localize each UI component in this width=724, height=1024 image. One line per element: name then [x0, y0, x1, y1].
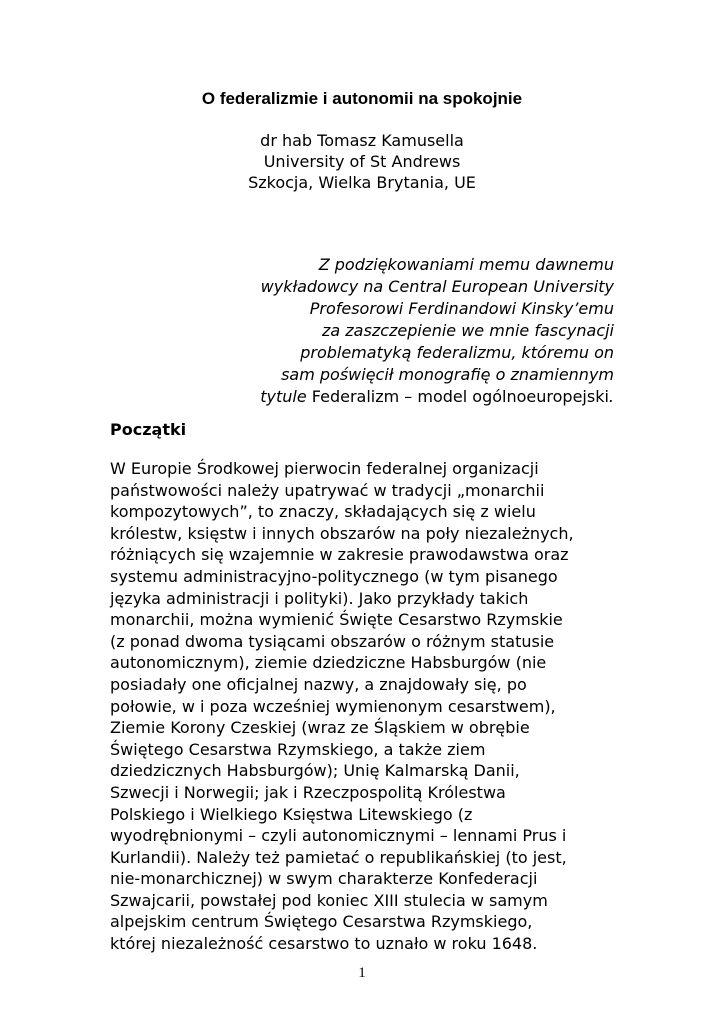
dedication-line-last	[174, 386, 614, 408]
paragraph-line: wyodrębnionymi – czyli autonomicznymi – lennami Prus i	[110, 826, 567, 846]
dedication-italic-word: tytule	[260, 387, 307, 406]
paragraph-line: nie-monarchicznej) w swym charakterze Konfederacji	[110, 869, 538, 889]
dedication-line: wykładowcy na Central European University	[260, 277, 614, 296]
dedication-book-title: Federalizm – model ogólnoeuropejski	[306, 387, 609, 406]
dedication-end: .	[608, 387, 614, 406]
author-block	[0, 130, 724, 193]
dedication-line: problematyką federalizmu, któremu on	[300, 343, 614, 362]
author-affiliation: University of St Andrews	[263, 152, 461, 171]
dedication-line: sam poświęcił monografię o znamiennym	[281, 365, 614, 384]
paragraph-line: królestw, księstw i innych obszarów na poły niezależnych,	[110, 523, 574, 543]
paragraph-line: Polskiego i Wielkiego Księstwa Litewskiego (z	[110, 804, 473, 824]
author-name: dr hab Tomasz Kamusella	[260, 131, 464, 150]
dedication	[174, 254, 614, 408]
paragraph-line: dziedzicznych Habsburgów); Unię Kalmarską Danii,	[110, 761, 520, 781]
paragraph-line: różniących się wzajemnie w zakresie prawodawstwa oraz	[110, 545, 569, 565]
dedication-line: Z podziękowaniami memu dawnemu	[318, 255, 614, 274]
page-number: 1	[358, 965, 366, 981]
page-title: O federalizmie i autonomii na spokojnie	[201, 89, 523, 108]
paragraph-line: Szwecji i Norwegii; jak i Rzeczpospolitą Królestwa	[110, 782, 506, 802]
paragraph-line: państwowości należy upatrywać w tradycji „monarchii	[110, 480, 545, 500]
paragraph-line: (z ponad dwoma tysiącami obszarów o różnym statusie	[110, 631, 555, 651]
paragraph-line: W Europie Środkowej pierwocin federalnej organizacji	[110, 459, 539, 478]
paragraph-line: kompozytowych”, to znaczy, składających się z wielu	[110, 502, 536, 522]
body-paragraph	[110, 458, 620, 955]
paragraph-line: której niezależność cesarstwo to uznało w roku 1648.	[110, 934, 538, 954]
paragraph-line: połowie, w i poza wcześniej wymienonym cesarstwem),	[110, 696, 556, 716]
paragraph-line: alpejskim centrum Świętego Cesarstwa Rzymskiego,	[110, 912, 533, 932]
paragraph-line: monarchii, można wymienić Święte Cesarstwo Rzymskie	[110, 610, 563, 630]
section-heading: Początki	[110, 420, 187, 439]
dedication-line: Profesorowi Ferdinandowi Kinsky’emu	[309, 299, 614, 318]
author-location: Szkocja, Wielka Brytania, UE	[248, 173, 476, 192]
paragraph-line: Kurlandii). Należy też pamietać o republikańskiej (to jest,	[110, 847, 567, 867]
paragraph-line: Świętego Cesarstwa Rzymskiego, a także ziem	[110, 739, 486, 759]
dedication-line: za zaszczepienie we mnie fascynacji	[321, 321, 614, 340]
paragraph-line: autonomicznym), ziemie dziedziczne Habsburgów (nie	[110, 653, 547, 673]
paragraph-line: Szwajcarii, powstałej pod koniec XIII stulecia w samym	[110, 890, 548, 910]
paragraph-line: języka administracji i polityki). Jako przykłady takich	[110, 588, 529, 608]
paragraph-line: systemu administracyjno-politycznego (w tym pisanego	[110, 566, 558, 586]
paragraph-line: posiadały one oficjalnej nazwy, a znajdowały się, po	[110, 674, 527, 694]
paragraph-line: Ziemie Korony Czeskiej (wraz ze Śląskiem w obrębie	[110, 718, 530, 738]
